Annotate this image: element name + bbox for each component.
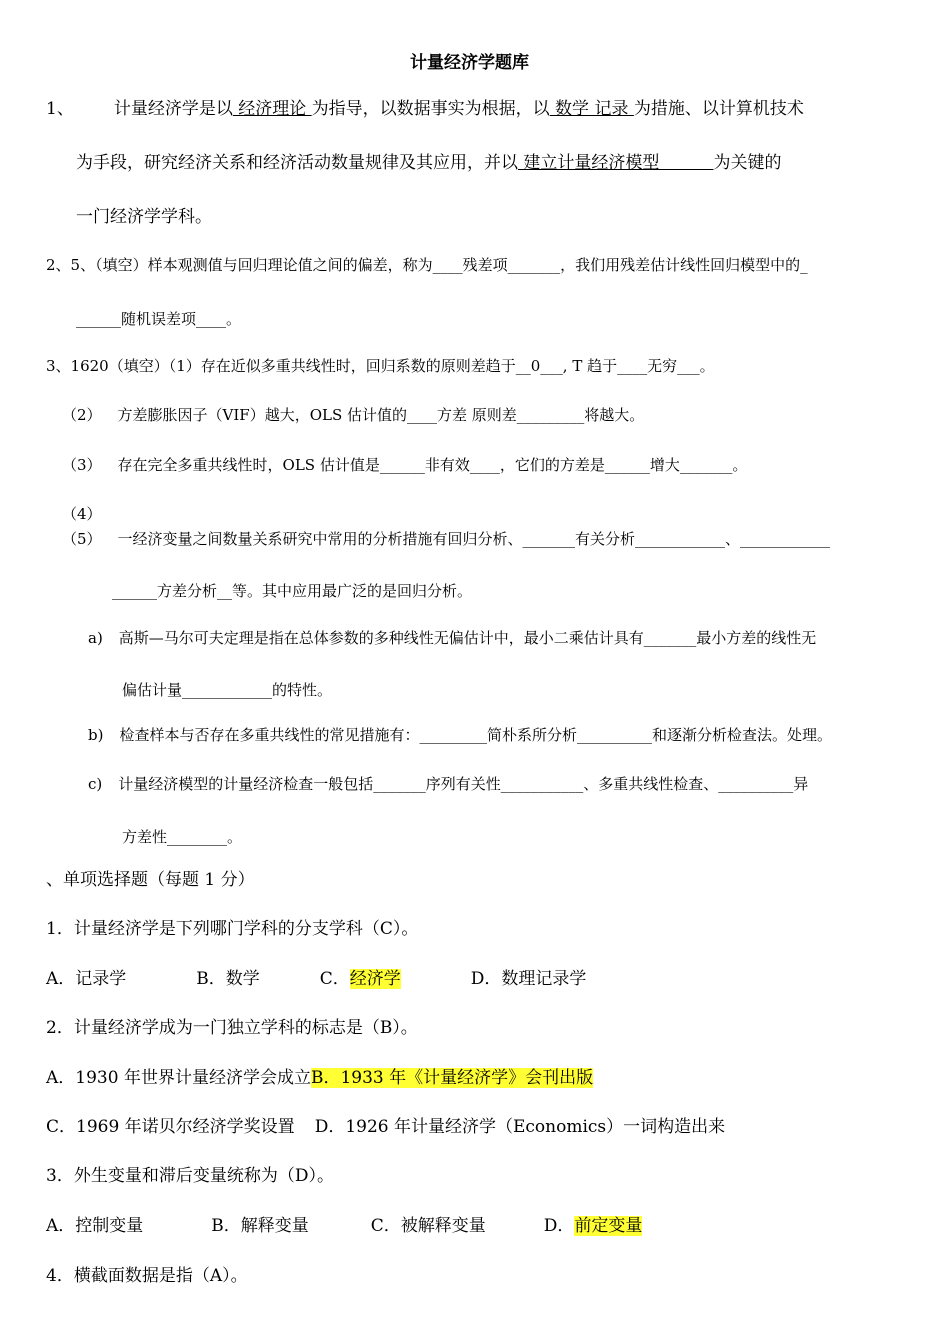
q3-item-c-label: c): [88, 775, 103, 793]
mc2-option-c: C．1969 年诺贝尔经济学奖设置: [46, 1117, 295, 1137]
q1-line-2: [76, 152, 781, 174]
q3-item-b-label: b): [88, 726, 104, 744]
mc2-option-a: A．1930 年世界计量经济学会成立: [46, 1068, 311, 1088]
mc2-options-row-2: [46, 1116, 725, 1138]
q3-part-5-label: （5）: [62, 530, 102, 548]
mc3-option-a: A．控制变量: [46, 1216, 144, 1236]
q3-item-b: [88, 724, 832, 746]
q2-line-1: 2、5、（填空）样本观测值与回归理论值之间的偏差，称为____残差项_______，我们用残差估计线性回归模型中的_: [46, 256, 808, 274]
q1-text-c: 为指导，以数据事实为根据，以: [311, 99, 550, 119]
mc1-option-c-label: C．: [319, 969, 350, 989]
q3-item-c: [88, 773, 808, 795]
q1-blank-theory: 经济理论: [232, 99, 312, 119]
q1-line2-a: 为手段，研究经济关系和经济活动数量规律及其应用，并以: [76, 153, 518, 173]
q3-part-5-text: 一经济变量之间数量关系研究中常用的分析措施有回归分析、_______有关分析____________、____________: [117, 530, 831, 548]
mc2-question: 2．计量经济学成为一门独立学科的标志是（B）。: [46, 1018, 418, 1038]
page-title: 计量经济学题库: [410, 53, 529, 73]
q1-text-e: 为措施、以计算机技术: [633, 99, 804, 119]
q1-number: 1、: [46, 99, 74, 119]
mc1-question: 1．计量经济学是下列哪门学科的分支学科（C）。: [46, 919, 419, 939]
q3-item-a: [88, 627, 816, 649]
mc1-option-d: D．数理记录学: [470, 969, 587, 989]
mc3-option-d-highlighted: 前定变量: [574, 1216, 643, 1236]
mc2-option-d: D．1926 年计量经济学（Economics）一词构造出来: [314, 1117, 726, 1137]
q3-part-3-label: （3）: [62, 456, 102, 474]
q3-part-2: [62, 404, 644, 426]
q1-blank-math: 数学 记录: [549, 99, 634, 119]
q1-text-a: 计量经济学是以: [113, 99, 233, 119]
mc1-option-b: B．数学: [196, 969, 260, 989]
q3-part-2-label: （2）: [62, 406, 102, 424]
mc2-option-b-highlighted: B．1933 年《计量经济学》会刊出版: [310, 1068, 594, 1088]
q3-line-1: 3、1620（填空）（1）存在近似多重共线性时，回归系数的原则差趋于__0___, T 趋于____无穷___。: [46, 357, 715, 375]
q3-part-5: [62, 528, 830, 550]
mc1-options: [46, 968, 586, 990]
q3-item-b-text: 检查样本与否存在多重共线性的常见措施有：_________简朴系所分析__________和逐渐分析检查法。处理。: [119, 726, 832, 744]
q3-part-5-cont: ______方差分析__等。其中应用最广泛的是回归分析。: [112, 582, 473, 600]
mc3-question: 3．外生变量和滞后变量统称为（D）。: [46, 1166, 334, 1186]
q3-item-c-text: 计量经济模型的计量经济检查一般包括_______序列有关性___________、多重共线性检查、__________异: [118, 775, 809, 793]
q3-item-a-text: 高斯—马尔可夫定理是指在总体参数的多种线性无偏估计中，最小二乘估计具有_______最小方差的线性无: [118, 629, 817, 647]
mc3-option-c: C．被解释变量: [370, 1216, 486, 1236]
q3-item-a-label: a): [88, 629, 103, 647]
mc4-question: 4．横截面数据是指（A）。: [46, 1266, 248, 1286]
q3-part-2-text: 方差膨胀因子（VIF）越大，OLS 估计值的____方差 原则差_________将越大。: [117, 406, 645, 424]
q3-part-3: [62, 454, 747, 476]
mc1-option-c-highlighted: 经济学: [349, 969, 401, 989]
q2-line-2: ______随机误差项____。: [76, 310, 242, 328]
q3-item-a-cont: 偏估计量____________的特性。: [122, 681, 333, 699]
mc3-options: [46, 1215, 642, 1237]
q1-line-3: 一门经济学学科。: [76, 207, 212, 227]
section-heading: 、单项选择题（每题 1 分）: [46, 870, 255, 890]
q1-blank-model: 建立计量经济模型: [518, 153, 714, 173]
mc1-option-a: A．记录学: [46, 969, 127, 989]
q3-item-c-cont: 方差性________。: [122, 828, 243, 846]
mc2-options-row-1: [46, 1067, 593, 1089]
mc3-option-d-label: D．: [543, 1216, 575, 1236]
q1-line-1: [46, 98, 804, 120]
q1-line2-c: 为关键的: [713, 153, 782, 173]
q3-part-3-text: 存在完全多重共线性时，OLS 估计值是______非有效____，它们的方差是______增大_______。: [117, 456, 748, 474]
mc3-option-b: B．解释变量: [211, 1216, 309, 1236]
q3-part-4-label: （4）: [62, 505, 102, 523]
